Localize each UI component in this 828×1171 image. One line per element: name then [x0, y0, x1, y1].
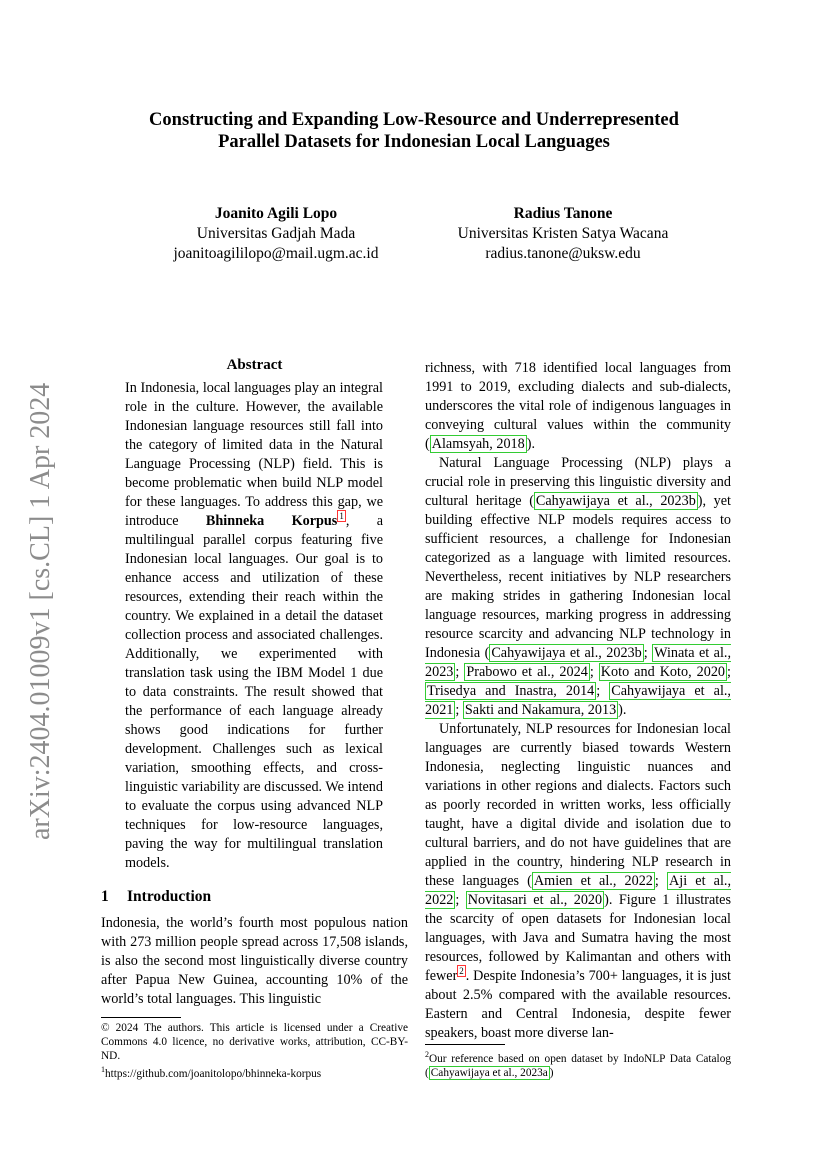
corpus-name: Bhinneka Korpus [205, 513, 338, 529]
citation[interactable]: Sakti and Nakamura, 2013 [464, 702, 617, 718]
title-line-2: Parallel Datasets for Indonesian Local Languages [218, 132, 610, 152]
citation[interactable]: Prabowo et al., 2024 [466, 664, 588, 680]
footnote-1 [101, 1063, 408, 1081]
citation[interactable]: Cahyawijaya et al., 2023b [535, 493, 696, 509]
citation[interactable]: Aji et al., 2022 [425, 873, 731, 908]
footnote-rule-left [101, 1017, 181, 1018]
footnote-copyright: © 2024 The authors. This article is licensed under a Creative Commons 4.0 licence, no derivative works, attribution, CC-BY-ND. [101, 1022, 408, 1062]
footnote-1-link[interactable]: https://github.com/joanitolopo/bhinneka-korpus [105, 1067, 322, 1080]
citation[interactable]: Koto and Koto, 2020 [600, 664, 726, 680]
right-column [425, 359, 731, 1043]
citation[interactable]: Trisedya and Inastra, 2014 [427, 683, 595, 699]
footnote-ref-2[interactable]: 2 [459, 966, 464, 977]
author-block-2 [420, 204, 706, 264]
footnote-2: $^2$Our reference based on open dataset by IndoNLP Data Catalog ( Cahyawijaya et al., 2023a ) [425, 1050, 731, 1079]
arxiv-identifier: arXiv:2404.01009v1 [cs.CL] 1 Apr 2024 [25, 382, 56, 840]
citation[interactable]: Cahyawijaya et al., 2023a [430, 1066, 548, 1079]
abstract-heading: Abstract [226, 357, 283, 373]
title-line-1: Constructing and Expanding Low-Resource and Underrepresented [149, 110, 679, 130]
section-heading-introduction [101, 888, 211, 906]
paper-title [90, 109, 738, 153]
abstract-text-1: In Indonesia, local languages play an integral role in the culture. However, the available Indonesian language resources still fall into the category of limited data in the Natural Language Processing (NLP) field. This is become problematic when build NLP model for these languages. To address this gap, we introduce [125, 380, 383, 529]
author-name: Joanito Agili Lopo [214, 205, 338, 222]
footnote-ref-1[interactable]: 1 [339, 511, 344, 522]
citation[interactable]: Alamsyah, 2018 [431, 436, 525, 452]
section-title: Introduction [127, 888, 212, 905]
citation[interactable]: Cahyawijaya et al., 2021 [425, 683, 731, 718]
abstract-body [125, 379, 383, 873]
footnote-rule-right [425, 1044, 505, 1045]
intro-paragraph-1: Indonesia, the world’s fourth most populous nation with 273 million people spread across 17,508 islands, is also the second most linguistically diverse country after Papua New Guinea, accounting 10% of the world’s total languages. This linguistic [101, 915, 408, 1007]
author-affiliation: Universitas Gadjah Mada [196, 225, 356, 242]
paragraph-unfortunately: Unfortunately, NLP resources for Indonesian local languages are currently biased towards Western Indonesia, neglecting linguistic nuances and variations in other regions and dialects. Factors such as poorly recorded in written works, less officially taught, have a digital divide and isolation due to cultural barriers, and do not have guidelines that are applied in the country, hindering NLP research in these languages ( Amien et al., 2022 ; Aji et al., 2022 ; Novitasari et al., 2020 ). Figure 1 illustrates the scarcity of open datasets for Indonesian local languages, with Java and Sumatra having the most resources, followed by Kalimantan and others with fewer $^2$ . Despite Indonesia’s 700+ languages, it is just about 2.5% compared with the available resources. Eastern and Central Indonesia, despite fewer speakers, boast more diverse lan- [425, 721, 732, 1041]
footnote-mark: 1 [101, 1065, 105, 1074]
author-affiliation: Universitas Kristen Satya Wacana [457, 225, 669, 242]
author-name: Radius Tanone [513, 205, 613, 222]
paragraph-richness: richness, with 718 identified local languages from 1991 to 2019, excluding dialects and sub-dialects, underscores the vital role of indigenous languages in conveying cultural values within the community ( Alamsyah, 2018 ). [425, 360, 731, 452]
footnote-mark: 2 [425, 1050, 429, 1059]
citation[interactable]: Amien et al., 2022 [533, 873, 653, 889]
intro-left-column [101, 914, 408, 1009]
paragraph-nlp: Natural Language Processing (NLP) plays a crucial role in preserving this linguistic diversity and cultural heritage ( Cahyawijaya et al., 2023b ), yet building effective NLP models requires access to sufficient resources, a challenge for Indonesian categorized as a language with limited resources. Nevertheless, recent initiatives by NLP researchers are making strides in gathering Indonesian local language resources, marking progress in addressing resource scarcity and advancing NLP technology in Indonesia ( Cahyawijaya et al., 2023b ; Winata et al., 2023 ; Prabowo et al., 2024 ; Koto and Koto, 2020 ; Trisedya and Inastra, 2014 ; Cahyawijaya et al., 2021 ; Sakti and Nakamura, 2013 ). [425, 455, 731, 718]
section-number: 1 [101, 888, 109, 905]
abstract-text-2: , a multilingual parallel corpus featuring five Indonesian local languages. Our goal is to enhance access and utilization of these resources, extending their reach within the country. We explained in a detail the dataset collection process and associated challenges. Additionally, we experimented with translation task using the IBM Model 1 due to data constraints. The result showed that the performance of each language already shows good indications for further development. Challenges such as lexical variation, smoothing effects, and cross-linguistic variability are discussed. We intend to evaluate the corpus using advanced NLP techniques for low-resource languages, paving the way for multilingual translation models. [125, 513, 383, 871]
citation[interactable]: Cahyawijaya et al., 2023b [491, 645, 642, 661]
author-block-1 [140, 204, 412, 264]
citation[interactable]: Winata et al., 2023 [425, 645, 731, 680]
author-email: joanitoagililopo@mail.ugm.ac.id [173, 245, 379, 262]
citation[interactable]: Novitasari et al., 2020 [467, 892, 603, 908]
author-email: radius.tanone@uksw.edu [485, 245, 641, 262]
